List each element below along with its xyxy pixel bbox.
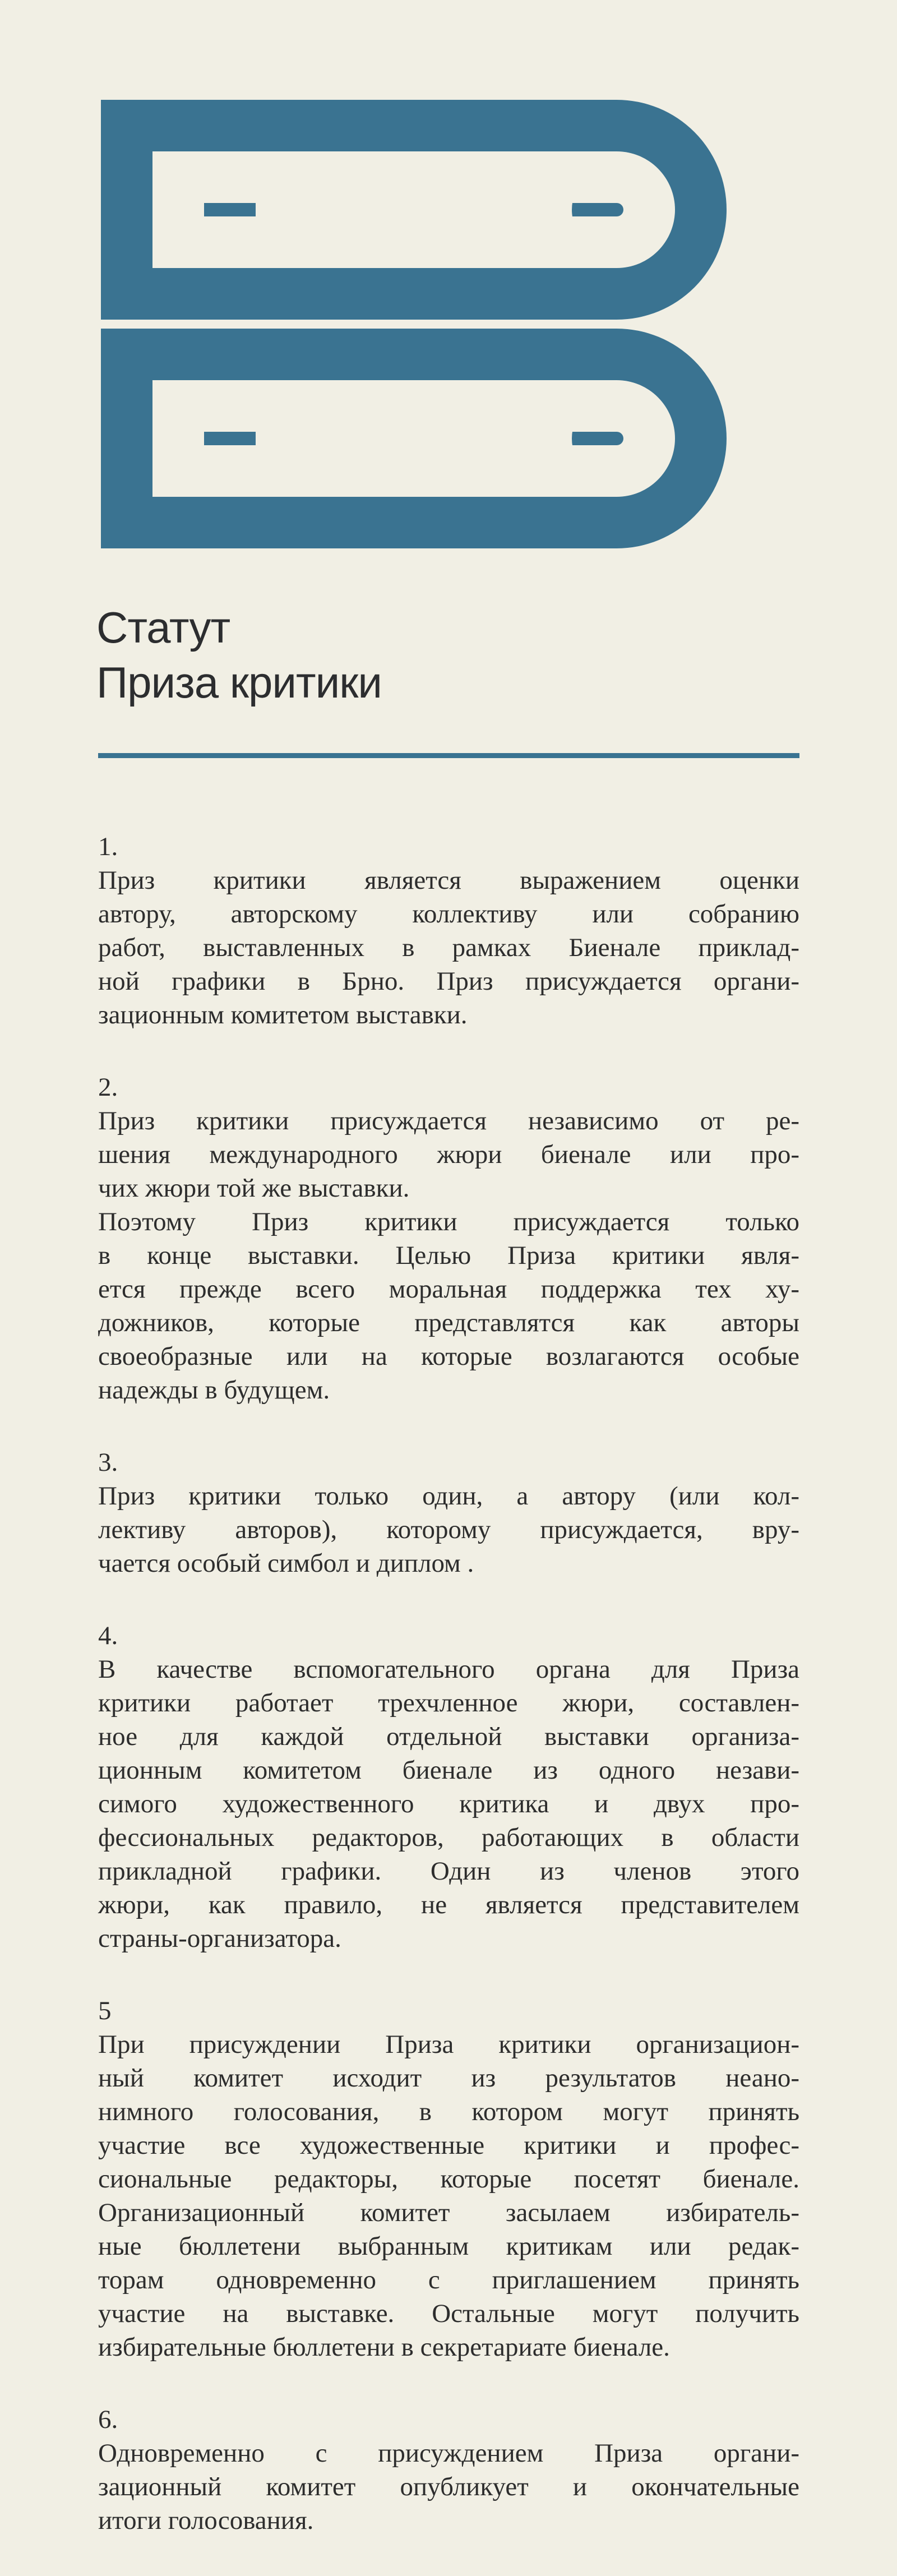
- statute-section-5: [98, 1994, 799, 2364]
- paragraph-line: торам одновременно с приглашением принять: [98, 2265, 799, 2295]
- statute-section-1: [98, 830, 799, 1032]
- statute-section-6: [98, 2403, 799, 2537]
- letter-v-logo-icon: [96, 95, 731, 553]
- section-number: 1.: [98, 832, 118, 861]
- paragraph-line: лективу авторов), которому присуждается, вру-: [98, 1515, 799, 1544]
- paragraph-line: чих жюри той же выставки.: [98, 1174, 410, 1203]
- section-number: 4.: [98, 1621, 118, 1650]
- paragraph-line: страны-организатора.: [98, 1924, 341, 1953]
- section-number: 5: [98, 1996, 112, 2025]
- paragraph-line: избирательные бюллетени в секретариате биенале.: [98, 2333, 670, 2362]
- paragraph-line: итоги голосования.: [98, 2506, 314, 2535]
- paragraph-line: зационным комитетом выставки.: [98, 1000, 468, 1030]
- paragraph-line: шения международного жюри биенале или про-: [98, 1140, 799, 1169]
- paragraph-line: симого художественного критика и двух про-: [98, 1789, 799, 1818]
- paragraph-line: Организационный комитет засылаем избиратель-: [98, 2198, 799, 2227]
- paragraph-line: ные бюллетени выбранным критикам или редак-: [98, 2232, 799, 2261]
- paragraph-line: ционным комитетом биенале из одного незави-: [98, 1756, 799, 1785]
- paragraph-line: автору, авторскому коллективу или собранию: [98, 899, 799, 929]
- paragraph-line: ется прежде всего моральная поддержка тех ху-: [98, 1275, 799, 1304]
- logo-band: [256, 394, 617, 483]
- paragraph-line: фессиональных редакторов, работающих в области: [98, 1823, 799, 1852]
- statute-section-2: [98, 1070, 799, 1407]
- paragraph-line: ный комитет исходит из результатов неано-: [98, 2063, 799, 2093]
- paragraph-line: в конце выставки. Целью Приза критики явля-: [98, 1241, 799, 1270]
- page-title: [96, 600, 657, 710]
- paragraph-line: прикладной графики. Один из членов этого: [98, 1857, 799, 1886]
- paragraph-line: дожников, которые представлятся как авторы: [98, 1308, 799, 1337]
- section-number: 3.: [98, 1448, 118, 1477]
- paragraph-line: критики работает трехчленное жюри, составлен-: [98, 1688, 799, 1718]
- paragraph-line: Приз критики только один, а автору (или кол-: [98, 1481, 799, 1511]
- paragraph-line: жюри, как правило, не является представителем: [98, 1890, 799, 1919]
- paragraph-line: своеобразные или на которые возлагаются особые: [98, 1342, 799, 1371]
- title-rule: [98, 753, 799, 758]
- paragraph-line: В качестве вспомогательного органа для Приза: [98, 1655, 799, 1684]
- paragraph-line: Приз критики присуждается независимо от ре-: [98, 1106, 799, 1135]
- statute-section-3: [98, 1446, 799, 1580]
- title-line-1: Статут: [96, 603, 230, 652]
- section-number: 6.: [98, 2405, 118, 2434]
- statute-body: [98, 830, 799, 2576]
- paragraph-line: Поэтому Приз критики присуждается только: [98, 1207, 799, 1236]
- section-number: 2.: [98, 1073, 118, 1102]
- statute-section-4: [98, 1619, 799, 1955]
- paragraph-line: ное для каждой отдельной выставки организа-: [98, 1722, 799, 1751]
- paragraph-line: надежды в будущем.: [98, 1375, 330, 1405]
- paragraph-line: сиональные редакторы, которые посетят биенале.: [98, 2164, 799, 2194]
- paragraph-line: Приз критики является выражением оценки: [98, 866, 799, 895]
- paragraph-line: участие на выставке. Остальные могут получить: [98, 2299, 799, 2328]
- paragraph-line: ной графики в Брно. Приз присуждается органи-: [98, 967, 799, 996]
- title-line-2: Приза критики: [96, 658, 382, 707]
- paragraph-line: чается особый симбол и диплом .: [98, 1549, 474, 1578]
- paragraph-line: зационный комитет опубликует и окончательные: [98, 2472, 799, 2501]
- paragraph-line: Одновременно с присуждением Приза органи-: [98, 2439, 799, 2468]
- paragraph-line: нимного голосования, в котором могут принять: [98, 2097, 799, 2126]
- paragraph-line: работ, выставленных в рамках Биенале приклад-: [98, 933, 799, 962]
- paragraph-line: При присуждении Приза критики организацион-: [98, 2030, 799, 2059]
- logo-band: [256, 165, 617, 255]
- paragraph-line: участие все художественные критики и профес-: [98, 2131, 799, 2160]
